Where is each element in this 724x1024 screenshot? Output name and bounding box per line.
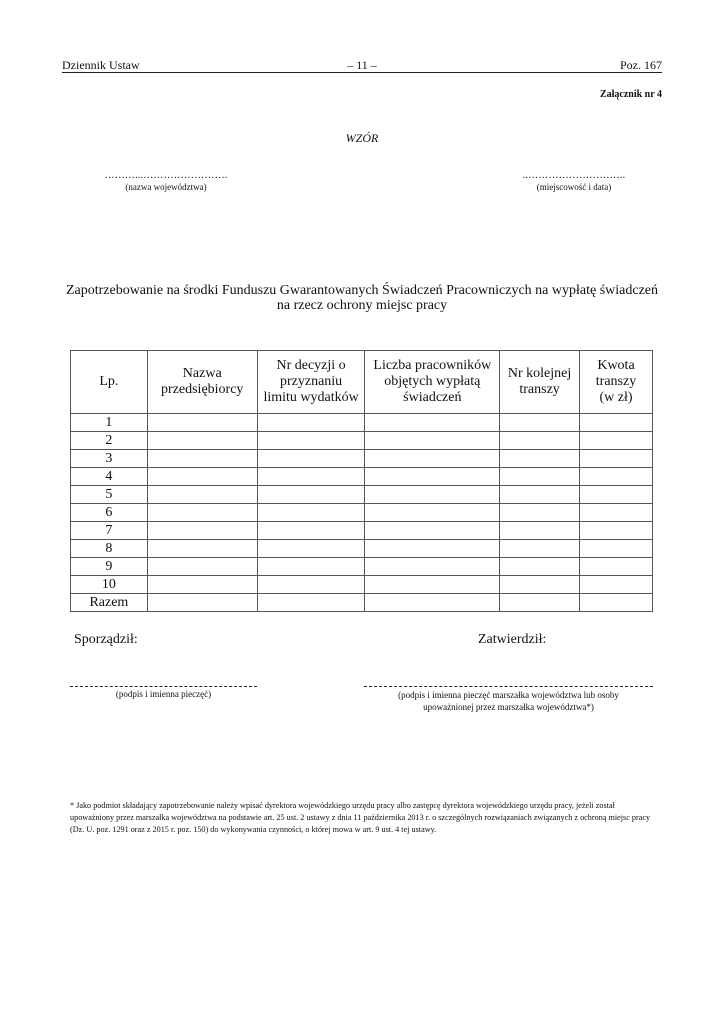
form-title-line1: Zapotrzebowanie na środki Funduszu Gwarantowanych Świadczeń Pracowniczych na wypłatę świadczeń	[65, 283, 659, 298]
col-header-decision: Nr decyzji o przyznaniu limitu wydatków	[257, 351, 365, 414]
table-cell[interactable]	[147, 468, 257, 486]
table-cell[interactable]	[257, 522, 365, 540]
col-header-amount: Kwota transzy (w zł)	[580, 351, 653, 414]
table-cell[interactable]	[257, 594, 365, 612]
col-header-employees: Liczba pracowników objętych wypłatą świadczeń	[365, 351, 500, 414]
row-number: 3	[71, 450, 148, 468]
approved-caption-line1: (podpis i imienna pieczęć marszałka województwa lub osoby	[398, 690, 619, 700]
table-cell[interactable]	[365, 522, 500, 540]
header-rule	[62, 72, 662, 73]
table-cell[interactable]	[365, 576, 500, 594]
table-cell[interactable]	[580, 450, 653, 468]
voivodeship-caption: (nazwa województwa)	[125, 182, 207, 192]
col-header-lp: Lp.	[71, 351, 148, 414]
form-title	[62, 283, 662, 313]
approved-signature-line[interactable]	[364, 686, 653, 687]
place-date-field[interactable]: ..………………………..	[522, 170, 626, 181]
row-number: Razem	[71, 594, 148, 612]
row-number: 2	[71, 432, 148, 450]
table-cell[interactable]	[580, 486, 653, 504]
table-cell[interactable]	[147, 450, 257, 468]
table-cell[interactable]	[580, 414, 653, 432]
approved-caption-line2: upoważnionej przez marszałka województwa*)	[423, 702, 594, 712]
row-number: 5	[71, 486, 148, 504]
table-cell[interactable]	[365, 558, 500, 576]
table-cell[interactable]	[147, 540, 257, 558]
table-cell[interactable]	[500, 594, 580, 612]
form-title-line2: na rzecz ochrony miejsc pracy	[276, 298, 448, 313]
table-cell[interactable]	[257, 558, 365, 576]
table-row	[71, 414, 653, 432]
row-number: 6	[71, 504, 148, 522]
table-row	[71, 432, 653, 450]
voivodeship-field[interactable]: ………...…………………….	[104, 170, 228, 181]
table-cell[interactable]	[257, 450, 365, 468]
table-row	[71, 540, 653, 558]
table-cell[interactable]	[580, 522, 653, 540]
table-cell[interactable]	[580, 576, 653, 594]
table-header-row	[71, 351, 653, 414]
table-cell[interactable]	[580, 432, 653, 450]
table-cell[interactable]	[147, 558, 257, 576]
footnote: * Jako podmiot składający zapotrzebowanie należy wpisać dyrektora wojewódzkiego urzędu pracy albo zastępcę dyrektora wojewódzkiego urzędu pracy, jeżeli został upoważniony przez marszałka województwa na podstawie art. 25 ust. 2 ustawy z dnia 11 października 2013 r. o szczególnych rozwiązaniach związanych z ochroną miejsc pracy (Dz. U. poz. 1291 oraz z 2015 r. poz. 150) do wykonywania czynności, o której mowa w art. 9 ust. 4 tej ustawy.	[70, 801, 651, 834]
table-cell[interactable]	[500, 576, 580, 594]
table-cell[interactable]	[147, 576, 257, 594]
table-cell[interactable]	[257, 540, 365, 558]
table-cell[interactable]	[365, 432, 500, 450]
row-number: 1	[71, 414, 148, 432]
table-cell[interactable]	[500, 450, 580, 468]
table-cell[interactable]	[500, 522, 580, 540]
table-cell[interactable]	[500, 414, 580, 432]
table-row	[71, 594, 653, 612]
table-cell[interactable]	[257, 486, 365, 504]
table-cell[interactable]	[365, 486, 500, 504]
table-cell[interactable]	[500, 486, 580, 504]
table-cell[interactable]	[257, 432, 365, 450]
table-cell[interactable]	[257, 576, 365, 594]
table-cell[interactable]	[147, 522, 257, 540]
table-cell[interactable]	[500, 432, 580, 450]
position-number: Poz. 167	[620, 58, 662, 72]
prepared-caption: (podpis i imienna pieczęć)	[115, 689, 212, 699]
table-row	[71, 450, 653, 468]
table-cell[interactable]	[580, 594, 653, 612]
table-cell[interactable]	[147, 486, 257, 504]
table-cell[interactable]	[257, 414, 365, 432]
col-header-company: Nazwa przedsiębiorcy	[147, 351, 257, 414]
table-row	[71, 522, 653, 540]
approved-caption	[364, 689, 653, 713]
table-cell[interactable]	[500, 504, 580, 522]
request-table	[70, 350, 653, 612]
prepared-label: Sporządził:	[74, 632, 138, 647]
col-header-tranche-no: Nr kolejnej transzy	[500, 351, 580, 414]
table-cell[interactable]	[365, 540, 500, 558]
table-cell[interactable]	[580, 540, 653, 558]
table-cell[interactable]	[365, 414, 500, 432]
table-cell[interactable]	[365, 450, 500, 468]
row-number: 7	[71, 522, 148, 540]
page-number: – 11 –	[347, 58, 377, 72]
table-cell[interactable]	[365, 468, 500, 486]
table-row	[71, 504, 653, 522]
row-number: 10	[71, 576, 148, 594]
table-cell[interactable]	[500, 468, 580, 486]
template-label: WZÓR	[345, 131, 379, 145]
table-row	[71, 468, 653, 486]
table-cell[interactable]	[147, 432, 257, 450]
table-cell[interactable]	[580, 558, 653, 576]
table-row	[71, 576, 653, 594]
table-cell[interactable]	[365, 594, 500, 612]
annex-label: Załącznik nr 4	[599, 89, 662, 100]
table-row	[71, 558, 653, 576]
table-cell[interactable]	[147, 504, 257, 522]
row-number: 8	[71, 540, 148, 558]
table-cell[interactable]	[257, 504, 365, 522]
table-cell[interactable]	[147, 414, 257, 432]
table-cell[interactable]	[365, 504, 500, 522]
place-date-caption: (miejscowość i data)	[536, 182, 612, 192]
prepared-signature-line[interactable]	[70, 686, 257, 687]
row-number: 9	[71, 558, 148, 576]
journal-name: Dziennik Ustaw	[62, 58, 140, 72]
table-cell[interactable]	[500, 540, 580, 558]
table-row	[71, 486, 653, 504]
table-cell[interactable]	[147, 594, 257, 612]
table-cell[interactable]	[580, 468, 653, 486]
row-number: 4	[71, 468, 148, 486]
approved-label: Zatwierdził:	[478, 632, 547, 647]
table-cell[interactable]	[500, 558, 580, 576]
table-cell[interactable]	[580, 504, 653, 522]
table-cell[interactable]	[257, 468, 365, 486]
